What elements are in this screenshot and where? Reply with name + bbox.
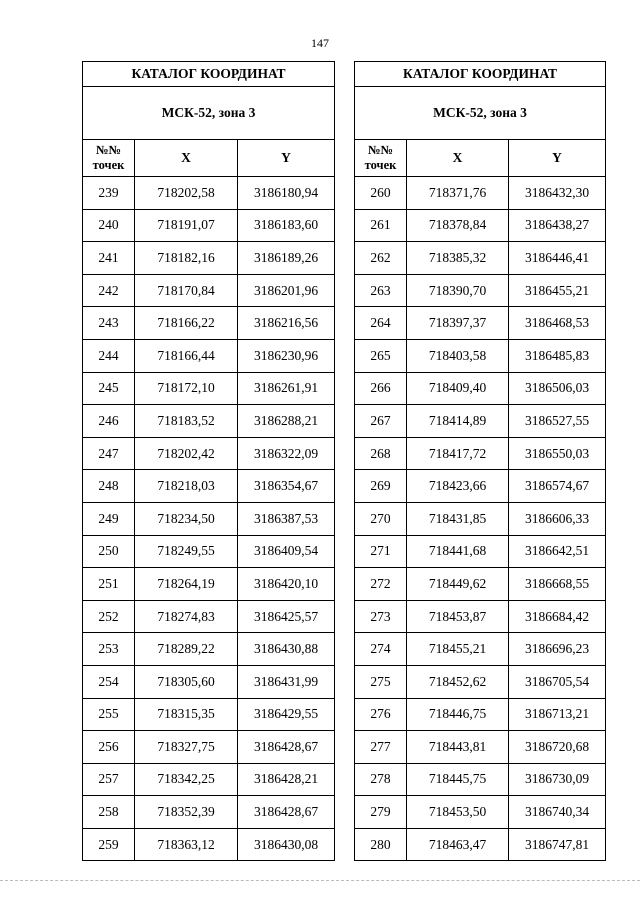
x-coordinate-cell: 718218,03 bbox=[135, 470, 238, 503]
x-coordinate-cell: 718264,19 bbox=[135, 568, 238, 601]
table-row bbox=[83, 307, 335, 340]
y-coordinate-cell: 3186438,27 bbox=[509, 209, 606, 242]
table-row bbox=[83, 177, 335, 210]
point-number-cell: 257 bbox=[83, 763, 135, 796]
x-coordinate-cell: 718378,84 bbox=[407, 209, 509, 242]
table-row bbox=[83, 535, 335, 568]
table-row bbox=[83, 470, 335, 503]
y-coordinate-cell: 3186720,68 bbox=[509, 731, 606, 764]
x-coordinate-cell: 718234,50 bbox=[135, 502, 238, 535]
column-header-point-number: №№ точек bbox=[355, 140, 407, 177]
catalog-title: КАТАЛОГ КООРДИНАТ bbox=[355, 62, 606, 87]
point-number-cell: 256 bbox=[83, 731, 135, 764]
y-coordinate-cell: 3186740,34 bbox=[509, 796, 606, 829]
y-coordinate-cell: 3186642,51 bbox=[509, 535, 606, 568]
x-coordinate-cell: 718446,75 bbox=[407, 698, 509, 731]
table-row bbox=[355, 698, 606, 731]
page-footer-divider bbox=[0, 880, 640, 881]
y-coordinate-cell: 3186430,88 bbox=[238, 633, 335, 666]
column-header-row bbox=[83, 140, 335, 177]
table-row bbox=[83, 796, 335, 829]
table-row bbox=[355, 470, 606, 503]
point-number-cell: 251 bbox=[83, 568, 135, 601]
x-coordinate-cell: 718449,62 bbox=[407, 568, 509, 601]
table-row bbox=[83, 339, 335, 372]
point-number-cell: 272 bbox=[355, 568, 407, 601]
y-coordinate-cell: 3186431,99 bbox=[238, 665, 335, 698]
table-row bbox=[355, 339, 606, 372]
catalog-title-row bbox=[355, 62, 606, 87]
table-row bbox=[355, 502, 606, 535]
catalog-subtitle: МСК-52, зона 3 bbox=[83, 87, 335, 140]
table-row bbox=[355, 405, 606, 438]
point-number-cell: 280 bbox=[355, 828, 407, 861]
point-number-cell: 240 bbox=[83, 209, 135, 242]
x-coordinate-cell: 718455,21 bbox=[407, 633, 509, 666]
x-coordinate-cell: 718417,72 bbox=[407, 437, 509, 470]
column-header-row bbox=[355, 140, 606, 177]
table-row bbox=[355, 633, 606, 666]
point-number-cell: 248 bbox=[83, 470, 135, 503]
x-coordinate-cell: 718397,37 bbox=[407, 307, 509, 340]
y-coordinate-cell: 3186409,54 bbox=[238, 535, 335, 568]
y-coordinate-cell: 3186189,26 bbox=[238, 242, 335, 275]
y-coordinate-cell: 3186713,21 bbox=[509, 698, 606, 731]
table-row bbox=[83, 372, 335, 405]
y-coordinate-cell: 3186428,21 bbox=[238, 763, 335, 796]
table-row bbox=[83, 209, 335, 242]
point-number-cell: 279 bbox=[355, 796, 407, 829]
y-coordinate-cell: 3186446,41 bbox=[509, 242, 606, 275]
table-row bbox=[83, 274, 335, 307]
table-row bbox=[355, 372, 606, 405]
y-coordinate-cell: 3186730,09 bbox=[509, 763, 606, 796]
y-coordinate-cell: 3186550,03 bbox=[509, 437, 606, 470]
point-number-cell: 278 bbox=[355, 763, 407, 796]
point-number-cell: 264 bbox=[355, 307, 407, 340]
point-number-cell: 276 bbox=[355, 698, 407, 731]
x-coordinate-cell: 718315,35 bbox=[135, 698, 238, 731]
y-coordinate-cell: 3186387,53 bbox=[238, 502, 335, 535]
y-coordinate-cell: 3186574,67 bbox=[509, 470, 606, 503]
point-number-cell: 274 bbox=[355, 633, 407, 666]
x-coordinate-cell: 718443,81 bbox=[407, 731, 509, 764]
y-coordinate-cell: 3186201,96 bbox=[238, 274, 335, 307]
y-coordinate-cell: 3186230,96 bbox=[238, 339, 335, 372]
y-coordinate-cell: 3186420,10 bbox=[238, 568, 335, 601]
point-number-cell: 268 bbox=[355, 437, 407, 470]
x-coordinate-cell: 718363,12 bbox=[135, 828, 238, 861]
catalog-title: КАТАЛОГ КООРДИНАТ bbox=[83, 62, 335, 87]
x-coordinate-cell: 718385,32 bbox=[407, 242, 509, 275]
y-coordinate-cell: 3186429,55 bbox=[238, 698, 335, 731]
point-number-cell: 261 bbox=[355, 209, 407, 242]
table-row bbox=[355, 828, 606, 861]
y-coordinate-cell: 3186527,55 bbox=[509, 405, 606, 438]
x-coordinate-cell: 718166,44 bbox=[135, 339, 238, 372]
point-number-cell: 253 bbox=[83, 633, 135, 666]
table-row bbox=[355, 665, 606, 698]
column-header-y: Y bbox=[509, 140, 606, 177]
table-row bbox=[355, 209, 606, 242]
y-coordinate-cell: 3186322,09 bbox=[238, 437, 335, 470]
y-coordinate-cell: 3186432,30 bbox=[509, 177, 606, 210]
table-row bbox=[83, 731, 335, 764]
x-coordinate-cell: 718327,75 bbox=[135, 731, 238, 764]
point-number-cell: 271 bbox=[355, 535, 407, 568]
table-row bbox=[355, 731, 606, 764]
point-number-cell: 239 bbox=[83, 177, 135, 210]
catalog-title-row bbox=[83, 62, 335, 87]
point-number-cell: 252 bbox=[83, 600, 135, 633]
x-coordinate-cell: 718342,25 bbox=[135, 763, 238, 796]
point-number-cell: 267 bbox=[355, 405, 407, 438]
point-number-cell: 270 bbox=[355, 502, 407, 535]
page-number: 147 bbox=[311, 36, 329, 50]
catalog-subtitle-row bbox=[355, 87, 606, 140]
table-row bbox=[355, 307, 606, 340]
table-row bbox=[83, 828, 335, 861]
table-row bbox=[355, 437, 606, 470]
point-number-cell: 262 bbox=[355, 242, 407, 275]
x-coordinate-cell: 718172,10 bbox=[135, 372, 238, 405]
y-coordinate-cell: 3186696,23 bbox=[509, 633, 606, 666]
x-coordinate-cell: 718202,58 bbox=[135, 177, 238, 210]
column-header-point-number: №№ точек bbox=[83, 140, 135, 177]
x-coordinate-cell: 718305,60 bbox=[135, 665, 238, 698]
x-coordinate-cell: 718423,66 bbox=[407, 470, 509, 503]
table-row bbox=[83, 405, 335, 438]
y-coordinate-cell: 3186428,67 bbox=[238, 796, 335, 829]
table-row bbox=[355, 796, 606, 829]
column-header-y: Y bbox=[238, 140, 335, 177]
table-row bbox=[83, 502, 335, 535]
point-number-cell: 242 bbox=[83, 274, 135, 307]
table-row bbox=[83, 698, 335, 731]
y-coordinate-cell: 3186506,03 bbox=[509, 372, 606, 405]
y-coordinate-cell: 3186485,83 bbox=[509, 339, 606, 372]
point-number-cell: 266 bbox=[355, 372, 407, 405]
point-number-cell: 277 bbox=[355, 731, 407, 764]
x-coordinate-cell: 718453,87 bbox=[407, 600, 509, 633]
y-coordinate-cell: 3186747,81 bbox=[509, 828, 606, 861]
point-number-cell: 259 bbox=[83, 828, 135, 861]
catalog-subtitle: МСК-52, зона 3 bbox=[355, 87, 606, 140]
point-number-cell: 258 bbox=[83, 796, 135, 829]
y-coordinate-cell: 3186183,60 bbox=[238, 209, 335, 242]
x-coordinate-cell: 718414,89 bbox=[407, 405, 509, 438]
table-row bbox=[83, 568, 335, 601]
coordinate-catalog-left bbox=[82, 61, 335, 861]
x-coordinate-cell: 718463,47 bbox=[407, 828, 509, 861]
point-number-cell: 241 bbox=[83, 242, 135, 275]
y-coordinate-cell: 3186606,33 bbox=[509, 502, 606, 535]
x-coordinate-cell: 718371,76 bbox=[407, 177, 509, 210]
table-row bbox=[83, 633, 335, 666]
point-number-cell: 247 bbox=[83, 437, 135, 470]
table-row bbox=[83, 437, 335, 470]
table-row bbox=[355, 274, 606, 307]
point-number-cell: 246 bbox=[83, 405, 135, 438]
y-coordinate-cell: 3186705,54 bbox=[509, 665, 606, 698]
point-number-cell: 255 bbox=[83, 698, 135, 731]
table-row bbox=[83, 763, 335, 796]
y-coordinate-cell: 3186428,67 bbox=[238, 731, 335, 764]
point-number-cell: 273 bbox=[355, 600, 407, 633]
x-coordinate-cell: 718409,40 bbox=[407, 372, 509, 405]
x-coordinate-cell: 718403,58 bbox=[407, 339, 509, 372]
x-coordinate-cell: 718182,16 bbox=[135, 242, 238, 275]
table-row bbox=[83, 665, 335, 698]
x-coordinate-cell: 718352,39 bbox=[135, 796, 238, 829]
x-coordinate-cell: 718431,85 bbox=[407, 502, 509, 535]
x-coordinate-cell: 718170,84 bbox=[135, 274, 238, 307]
x-coordinate-cell: 718166,22 bbox=[135, 307, 238, 340]
coordinate-catalog-right bbox=[354, 61, 606, 861]
y-coordinate-cell: 3186455,21 bbox=[509, 274, 606, 307]
y-coordinate-cell: 3186216,56 bbox=[238, 307, 335, 340]
table-row bbox=[355, 177, 606, 210]
point-number-cell: 245 bbox=[83, 372, 135, 405]
y-coordinate-cell: 3186180,94 bbox=[238, 177, 335, 210]
y-coordinate-cell: 3186684,42 bbox=[509, 600, 606, 633]
x-coordinate-cell: 718191,07 bbox=[135, 209, 238, 242]
x-coordinate-cell: 718274,83 bbox=[135, 600, 238, 633]
point-number-cell: 275 bbox=[355, 665, 407, 698]
column-header-x: X bbox=[407, 140, 509, 177]
y-coordinate-cell: 3186425,57 bbox=[238, 600, 335, 633]
point-number-cell: 254 bbox=[83, 665, 135, 698]
y-coordinate-cell: 3186668,55 bbox=[509, 568, 606, 601]
y-coordinate-cell: 3186354,67 bbox=[238, 470, 335, 503]
column-header-x: X bbox=[135, 140, 238, 177]
table-row bbox=[355, 763, 606, 796]
point-number-cell: 243 bbox=[83, 307, 135, 340]
x-coordinate-cell: 718453,50 bbox=[407, 796, 509, 829]
x-coordinate-cell: 718202,42 bbox=[135, 437, 238, 470]
table-row bbox=[83, 242, 335, 275]
table-row bbox=[355, 242, 606, 275]
table-row bbox=[83, 600, 335, 633]
y-coordinate-cell: 3186468,53 bbox=[509, 307, 606, 340]
x-coordinate-cell: 718441,68 bbox=[407, 535, 509, 568]
y-coordinate-cell: 3186261,91 bbox=[238, 372, 335, 405]
x-coordinate-cell: 718183,52 bbox=[135, 405, 238, 438]
x-coordinate-cell: 718452,62 bbox=[407, 665, 509, 698]
y-coordinate-cell: 3186288,21 bbox=[238, 405, 335, 438]
y-coordinate-cell: 3186430,08 bbox=[238, 828, 335, 861]
table-row bbox=[355, 568, 606, 601]
point-number-cell: 269 bbox=[355, 470, 407, 503]
x-coordinate-cell: 718289,22 bbox=[135, 633, 238, 666]
catalog-subtitle-row bbox=[83, 87, 335, 140]
point-number-cell: 250 bbox=[83, 535, 135, 568]
table-row bbox=[355, 600, 606, 633]
point-number-cell: 263 bbox=[355, 274, 407, 307]
point-number-cell: 260 bbox=[355, 177, 407, 210]
x-coordinate-cell: 718390,70 bbox=[407, 274, 509, 307]
point-number-cell: 249 bbox=[83, 502, 135, 535]
x-coordinate-cell: 718445,75 bbox=[407, 763, 509, 796]
point-number-cell: 244 bbox=[83, 339, 135, 372]
x-coordinate-cell: 718249,55 bbox=[135, 535, 238, 568]
table-row bbox=[355, 535, 606, 568]
point-number-cell: 265 bbox=[355, 339, 407, 372]
